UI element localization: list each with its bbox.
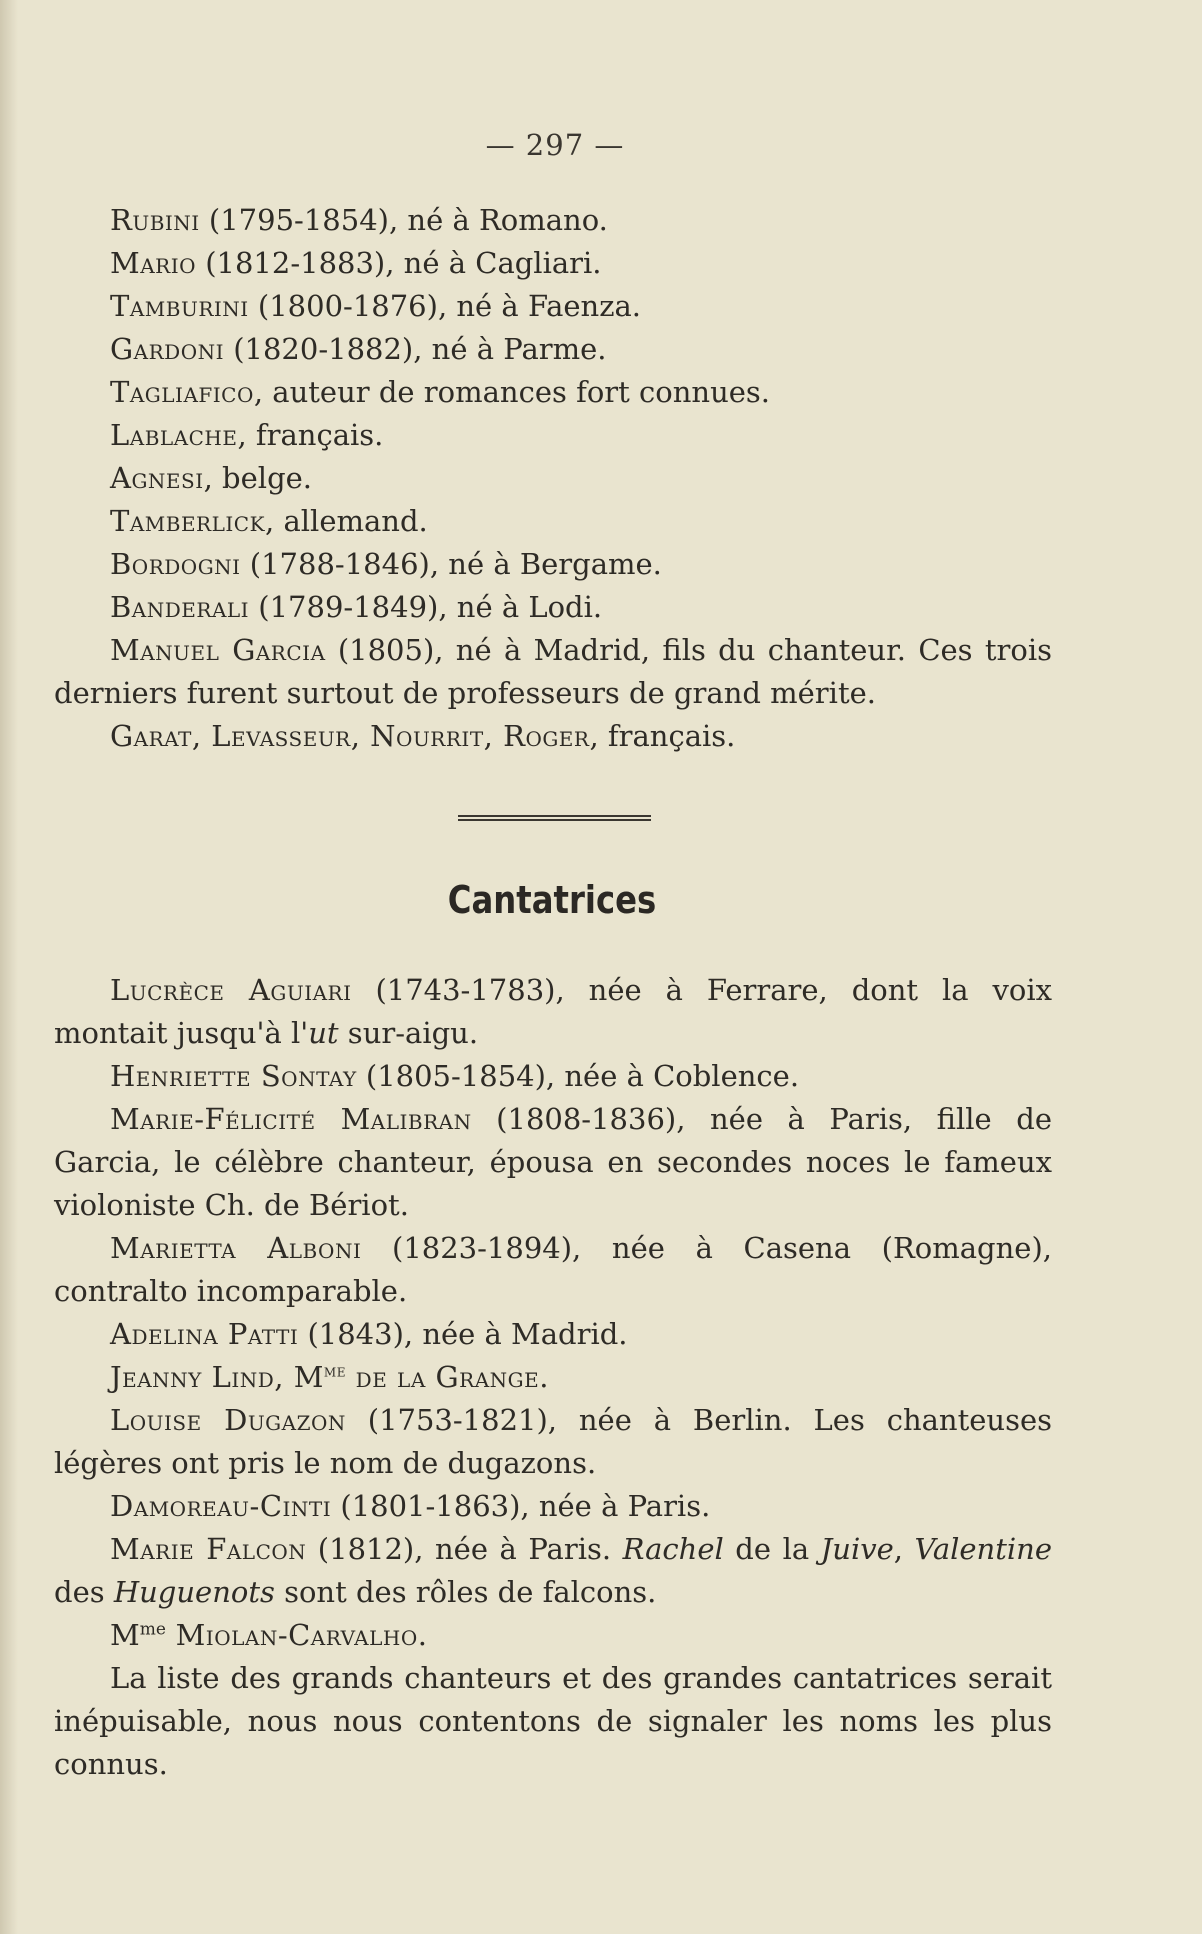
singer-text: des xyxy=(54,1575,114,1609)
singer-name: Manuel Garcia xyxy=(110,633,326,667)
singer-name: Miolan-Carvalho. xyxy=(165,1618,428,1652)
singer-name: Agnesi xyxy=(110,461,204,495)
singer-name: Marietta Alboni xyxy=(110,1231,362,1265)
singer-name: M xyxy=(110,1618,140,1652)
singer-name: Tamburini xyxy=(110,289,249,323)
list-item xyxy=(54,1055,1052,1098)
singer-text: sont des rôles de falcons. xyxy=(274,1575,657,1609)
singer-text: , allemand. xyxy=(265,504,428,538)
list-item xyxy=(54,543,1052,586)
singer-text: (1795-1854), né à Romano. xyxy=(199,203,608,237)
singer-text: (1789-1849), né à Lodi. xyxy=(249,590,603,624)
singer-name: Henriette Sontay xyxy=(110,1059,357,1093)
italic-term: Huguenots xyxy=(113,1575,275,1609)
singer-name: Jeanny Lind, M xyxy=(110,1360,324,1394)
singer-name: Damoreau-Cinti xyxy=(110,1489,332,1523)
list-item xyxy=(54,586,1052,629)
list-item xyxy=(54,1227,1052,1313)
page-binding-shadow xyxy=(0,0,18,1934)
list-item xyxy=(54,629,1052,715)
singer-name: Gardoni xyxy=(110,332,224,366)
singer-text: (1800-1876), né à Faenza. xyxy=(248,289,642,323)
list-item xyxy=(54,371,1052,414)
singer-name: Lablache xyxy=(110,418,238,452)
list-item xyxy=(54,1614,1052,1657)
singer-text: de la xyxy=(723,1532,821,1566)
singer-text: (1788-1846), né à Bergame. xyxy=(240,547,662,581)
singer-text: (1812), née à Paris. xyxy=(306,1532,623,1566)
singer-name: Rubini xyxy=(110,203,200,237)
singer-name: Garat, Levasseur, Nourrit, Roger xyxy=(110,719,590,753)
singer-text: (1805-1854), née à Coblence. xyxy=(356,1059,800,1093)
italic-term: Rachel xyxy=(622,1532,724,1566)
singers-list xyxy=(54,199,1052,758)
singer-name: de la Grange. xyxy=(345,1360,549,1394)
list-item xyxy=(54,285,1052,328)
singer-text: (1753-1821), née à Berlin. Les chanteuses légères ont pris le nom de dugazons. xyxy=(54,1403,1053,1480)
singer-text: (1743-1783), née à Ferrare, dont la voix montait jusqu'à l' xyxy=(54,973,1052,1050)
superscript: me xyxy=(139,1619,166,1640)
list-item xyxy=(54,715,1052,758)
list-item xyxy=(54,328,1052,371)
singer-text: , xyxy=(893,1532,915,1566)
closing-paragraph: La liste des grands chanteurs et des grandes cantatrices serait inépuisable, nous nous contentons de signaler les noms les plus connus. xyxy=(54,1661,1052,1781)
italic-term: Valentine xyxy=(914,1532,1052,1566)
singer-text: , français. xyxy=(589,719,736,753)
italic-term: ut xyxy=(308,1016,339,1050)
singer-text: (1801-1863), née à Paris. xyxy=(331,1489,711,1523)
singer-name: Louise Dugazon xyxy=(110,1403,346,1437)
singer-text: (1812-1883), né à Cagliari. xyxy=(196,246,602,280)
singer-name: Tamberlick xyxy=(110,504,266,538)
singer-name: Adelina Patti xyxy=(110,1317,299,1351)
superscript: me xyxy=(323,1361,346,1382)
list-item xyxy=(54,1399,1052,1485)
list-item xyxy=(54,1528,1052,1614)
list-item xyxy=(54,1098,1052,1227)
singer-text: , belge. xyxy=(203,461,313,495)
singer-name: Banderali xyxy=(110,590,250,624)
list-item xyxy=(54,242,1052,285)
singer-text: (1805), né à Madrid, fils du chanteur. Ces trois derniers furent surtout de professeurs de grand mérite. xyxy=(54,633,1053,710)
section-heading: Cantatrices xyxy=(447,878,657,922)
singer-text: (1820-1882), né à Parme. xyxy=(224,332,607,366)
singer-name: Marie Falcon xyxy=(110,1532,307,1566)
singer-text: (1823-1894), née à Casena (Romagne), contralto incomparable. xyxy=(54,1231,1052,1308)
singer-name: Bordogni xyxy=(110,547,241,581)
cantatrices-list xyxy=(54,969,1052,1786)
list-item xyxy=(54,414,1052,457)
singer-text: (1843), née à Madrid. xyxy=(298,1317,628,1351)
singer-name: Lucrèce Aguiari xyxy=(110,973,352,1007)
page-number: — 297 — xyxy=(485,128,625,162)
singer-name: Marie-Félicité Malibran xyxy=(110,1102,472,1136)
list-item xyxy=(54,1356,1052,1399)
list-item xyxy=(54,457,1052,500)
singer-name: Tagliafico xyxy=(110,375,254,409)
list-item xyxy=(54,1313,1052,1356)
section-divider xyxy=(458,815,651,821)
italic-term: Juive xyxy=(820,1532,894,1566)
singer-name: Mario xyxy=(110,246,196,280)
list-item xyxy=(54,1485,1052,1528)
singer-text: (1808-1836), née à Paris, fille de Garcia, le célèbre chanteur, épousa en secondes noces le fameux violoniste Ch. de Bériot. xyxy=(54,1102,1053,1222)
list-item xyxy=(54,969,1052,1055)
list-item xyxy=(54,199,1052,242)
singer-text: , auteur de romances fort connues. xyxy=(253,375,771,409)
list-item xyxy=(54,500,1052,543)
singer-text: , français. xyxy=(237,418,384,452)
singer-text: sur-aigu. xyxy=(338,1016,479,1050)
